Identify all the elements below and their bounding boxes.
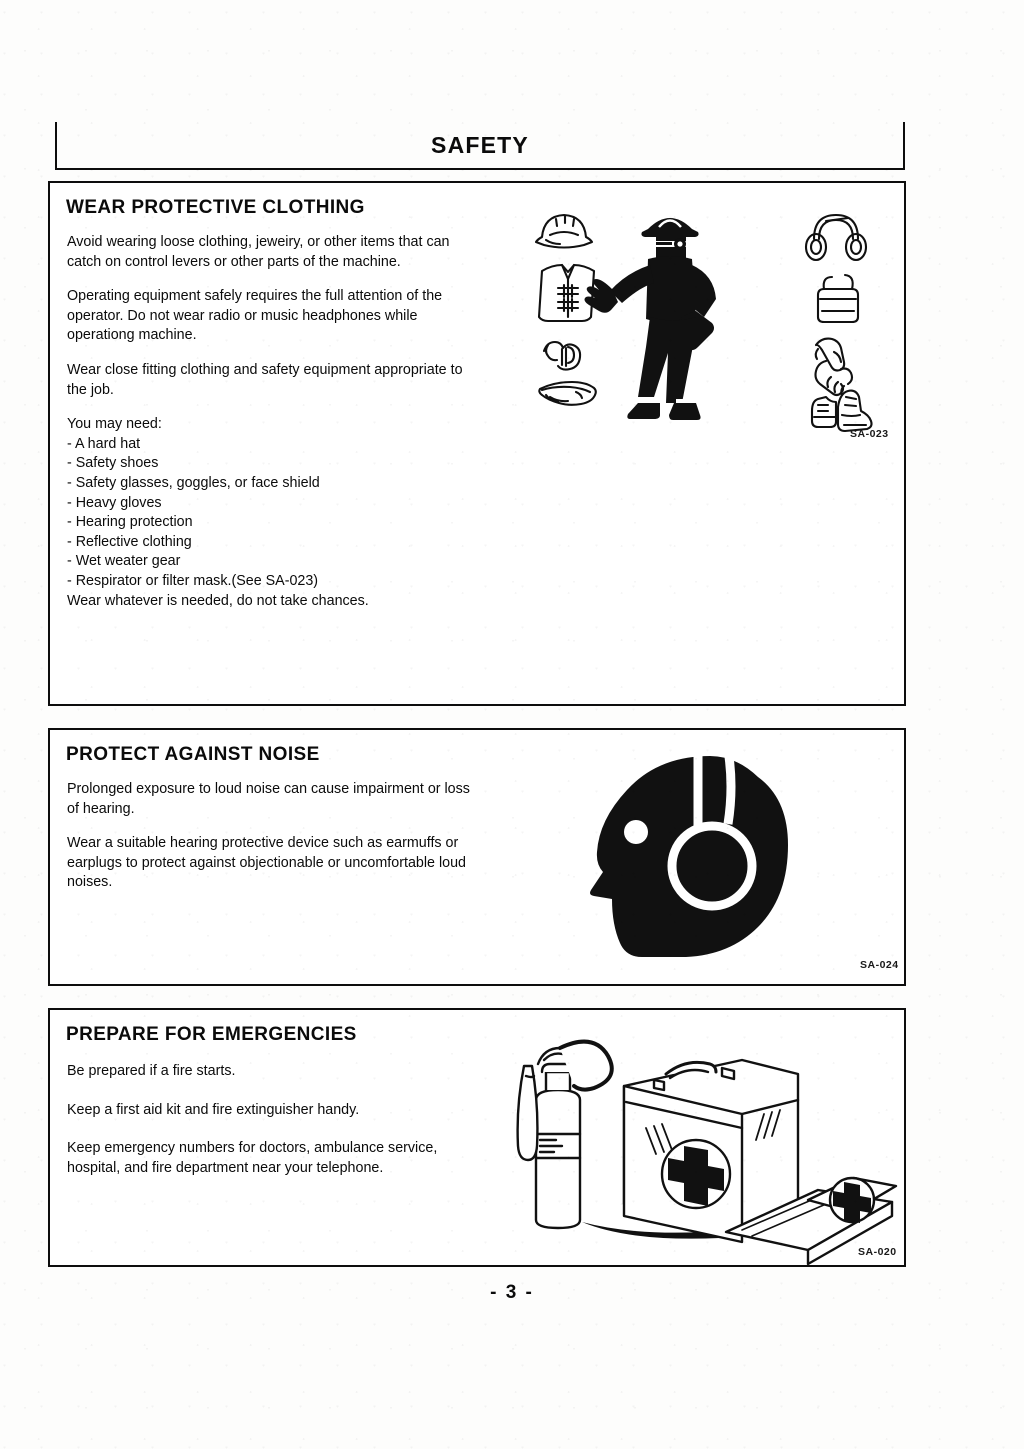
figure-prepare-for-emergencies (490, 1018, 900, 1266)
ppe-illustration (520, 199, 895, 449)
paragraph: Operating equipment safely requires the full attention of the operator. Do not wear radio or music headphones while operationg machine. (67, 288, 443, 344)
section-heading-clothing: WEAR PROTECTIVE CLOTHING (66, 197, 365, 218)
hard-hat-icon (536, 215, 592, 248)
safety-header-band (55, 122, 905, 170)
section-heading-noise: PROTECT AGAINST NOISE (66, 744, 320, 765)
safety-vest-icon (539, 265, 594, 321)
emergency-equipment-illustration (490, 1018, 900, 1266)
fire-extinguisher-icon (518, 1042, 612, 1228)
page-title: SAFETY (431, 131, 529, 158)
section-wear-protective-clothing (48, 181, 906, 706)
section-heading-emergencies: PREPARE FOR EMERGENCIES (66, 1024, 357, 1045)
closing-line: Wear whatever is needed, do not take chances. (67, 592, 369, 609)
head-profile (590, 756, 788, 957)
ppe-list (67, 435, 482, 592)
list-item: - Reflective clothing (67, 533, 192, 550)
section-body-emergencies (67, 1062, 482, 1193)
earmuffs-icon (806, 215, 866, 260)
figure-code-emergencies: SA-020 (858, 1246, 897, 1258)
worker-silhouette (585, 218, 717, 420)
list-item: - Hearing protection (67, 514, 193, 531)
respirator-mask-icon (818, 275, 858, 322)
safety-boots-icon (812, 391, 872, 431)
list-item: - Wet weater gear (67, 553, 181, 570)
section-prepare-for-emergencies (48, 1008, 906, 1267)
list-item: - Respirator or filter mask.(See SA-023) (67, 572, 319, 589)
gloves-icon (816, 339, 853, 395)
section-body-clothing (67, 233, 482, 611)
section-body-noise (67, 780, 482, 908)
figure-protective-clothing (520, 199, 895, 449)
list-item: - Safety shoes (67, 455, 159, 472)
paragraph: Prolonged exposure to loud noise can cause impairment or loss of hearing. (67, 781, 470, 817)
paragraph: Be prepared if a fire starts. (67, 1063, 236, 1079)
list-intro: You may need: (67, 416, 162, 433)
paragraph: Wear a suitable hearing protective device such as earmuffs or earplugs to protect against objectionable or uncomfortable loud noises. (67, 835, 466, 891)
figure-code-noise: SA-024 (860, 959, 899, 971)
head-with-earmuffs-illustration (550, 740, 900, 980)
paragraph: Keep emergency numbers for doctors, ambulance service, hospital, and fire department near your telephone. (67, 1140, 438, 1176)
earmuff-headband-right (728, 750, 731, 824)
paragraph: Avoid wearing loose clothing, jeweiry, or other items that can catch on control levers or other parts of the machine. (67, 234, 450, 270)
list-item: - Heavy gloves (67, 494, 162, 511)
paragraph: Wear close fitting clothing and safety equipment appropriate to the job. (67, 361, 463, 398)
section-protect-against-noise (48, 728, 906, 986)
list-item: - Safety glasses, goggles, or face shield (67, 474, 320, 491)
paragraph: Keep a first aid kit and fire extinguisher handy. (67, 1101, 360, 1118)
goggles-icon (539, 382, 595, 405)
list-item: - A hard hat (67, 435, 141, 452)
figure-protect-against-noise (550, 740, 900, 980)
earplugs-icon (544, 342, 580, 370)
eye (624, 820, 648, 844)
figure-code-clothing: SA-023 (850, 428, 889, 440)
page-number: - 3 - (490, 1282, 534, 1303)
